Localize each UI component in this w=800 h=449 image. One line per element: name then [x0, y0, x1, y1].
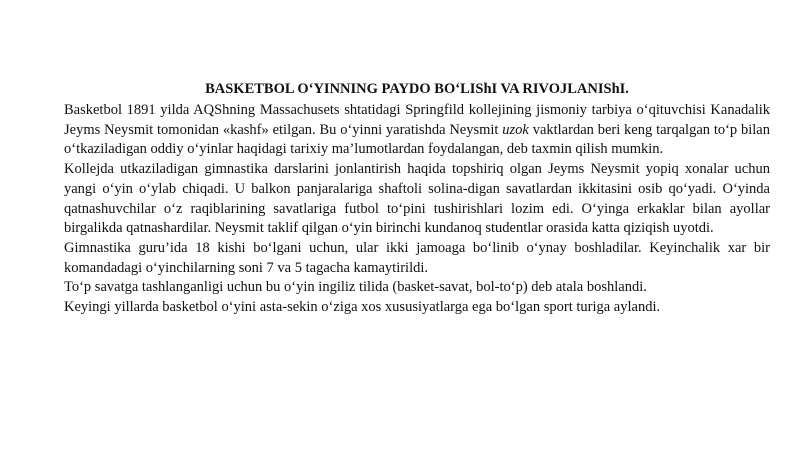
paragraph-name-origin: To‘p savatga tashlanganligi uchun bu o‘yin ingiliz tilida (basket-savat, bol-to‘p) deb atala boshlandi.: [64, 279, 647, 296]
document-title: BASKETBOL O‘YINNING PAYDO BO‘LIShI VA RIVOJLANIShI.: [205, 81, 629, 97]
paragraph-origin-text-end: vaktlardan beri keng tarqalgan to‘p bilan o‘tkaziladigan oddiy o‘yinlar haqidagi tarixiy ma’lumotlardan foydalangan, deb taxmin qilish mumkin.: [64, 121, 770, 158]
paragraph-development: Keyingi yillarda basketbol o‘yini asta-sekin o‘ziga xos xususiyatlarga ega bo‘lgan sport turiga aylandi.: [64, 299, 661, 316]
paragraph-college: Kollejda utkaziladigan gimnastika darslarini jonlantirish haqida topshiriq olgan Jeyms Neysmit yopiq xonalar uchun yangi o‘yin o‘ylab chiqadi. U balkon panjaralariga shaftoli solina-digan savatlardan ikkitasini osib qo‘yadi. O‘yinda qatnashuvchilar o‘z raqiblarining savatlariga futbol to‘pini tushirishlari lozim edi. O‘yinga erkaklar bilan ayollar birgalikda qatnashardilar. Neysmit taklif qilgan o‘yin birinchi kundanoq studentlar orasida katta qiziqish uyotdi.: [64, 161, 770, 237]
paragraph-origin-text-start: Basketbol 1891 yilda AQShning Massachusets shtatidagi Springfild kollejining jismoniy tarbiya o‘qituvchisi Kanadalik Jeyms Neysmit tomonidan «kashf» etilgan. Bu o‘yinni yaratishda Neysmit: [64, 102, 770, 138]
paragraph-origin-emphasis: uzok: [502, 121, 529, 138]
document-body: [64, 101, 770, 318]
paragraph-origin: [64, 101, 770, 160]
paragraph-teams: Gimnastika guru’ida 18 kishi bo‘lgani uchun, ular ikki jamoaga bo‘linib o‘ynay boshladilar. Keyinchalik xar bir komandadagi o‘yinchilarning soni 7 va 5 tagacha kamaytirildi.: [64, 239, 770, 276]
